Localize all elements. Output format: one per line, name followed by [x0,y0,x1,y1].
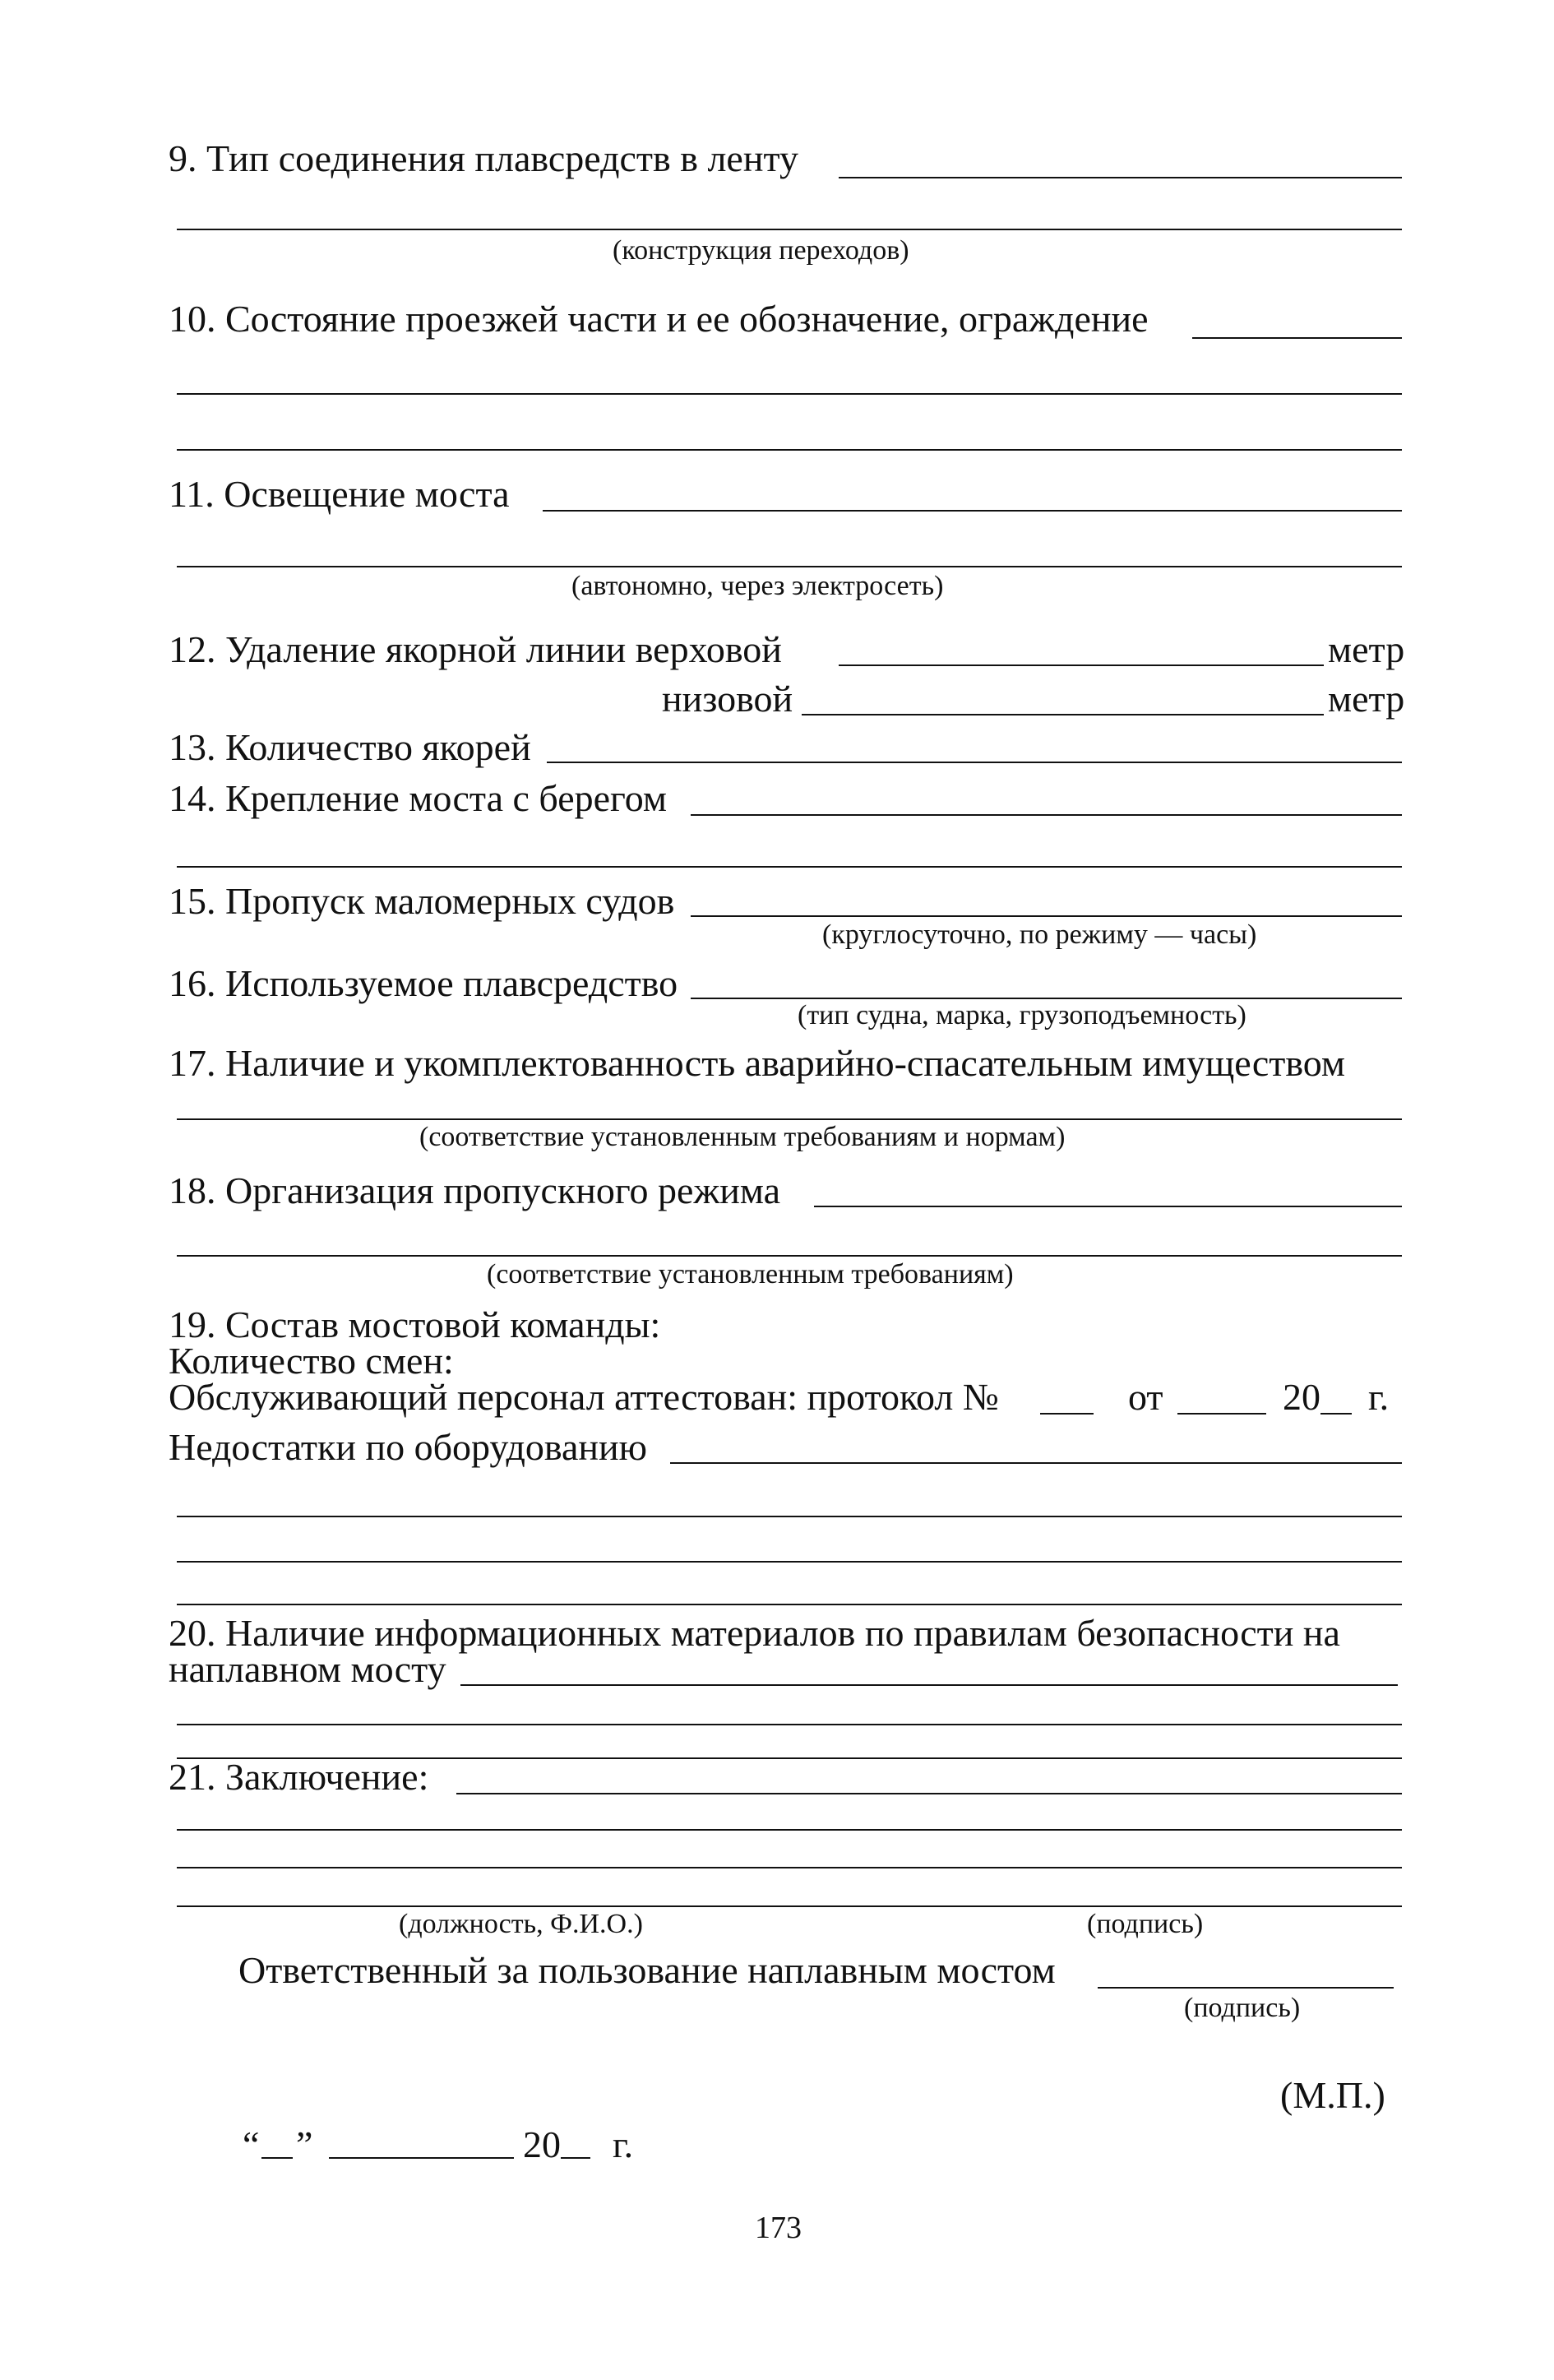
responsible-signature-field[interactable] [1098,1987,1394,1989]
item-14-field[interactable] [691,814,1402,816]
item-19-defects-field[interactable] [670,1462,1402,1464]
item-20-line-1: 20. Наличие информационных материалов по правилам безопасности на [169,1612,1340,1654]
date-year-suffix: г. [613,2123,634,2165]
item-17-caption: (соответствие установленным требованиям и нормам) [419,1122,1066,1152]
item-18-caption: (соответствие установленным требованиям) [487,1259,1014,1290]
item-18-field-2[interactable] [177,1255,1402,1257]
date-year-prefix: 20 [523,2123,561,2165]
item-11-label: 11. Освещение моста [169,473,510,515]
item-12-unit-lower: метр [1328,678,1405,720]
item-19-year-prefix: 20 [1283,1376,1320,1418]
conclusion-field[interactable] [456,1793,1402,1794]
item-10-field[interactable] [1192,337,1402,339]
item-17-label: 17. Наличие и укомплектованность аварийно-спасательным имуществом [169,1042,1346,1084]
item-12-upper-field[interactable] [839,664,1324,666]
item-19-from: от [1128,1376,1163,1418]
item-9-caption: (конструкция переходов) [613,235,909,266]
item-19-label: 19. Состав мостовой команды: [169,1303,661,1345]
item-10-field-3[interactable] [177,449,1402,451]
date-month-field[interactable] [329,2157,514,2159]
item-19-defects-field-3[interactable] [177,1561,1402,1563]
item-12-label: 12. Удаление якорной линии верховой [169,628,782,670]
protocol-date-field[interactable] [1177,1413,1266,1415]
date-quote-open: “ [243,2123,260,2165]
position-name-caption: (должность, Ф.И.О.) [399,1909,643,1939]
conclusion-field-3[interactable] [177,1867,1402,1868]
item-20-field[interactable] [460,1684,1398,1686]
date-quote-close: ” [296,2123,313,2165]
responsible-signature-caption: (подпись) [1184,1993,1301,2023]
item-19-defects: Недостатки по оборудованию [169,1426,648,1468]
item-20-line-2: наплавном мосту [169,1648,446,1690]
item-19-defects-field-2[interactable] [177,1516,1402,1517]
item-12-sub-label: низовой [662,678,793,720]
item-11-field[interactable] [543,510,1402,512]
page-number: 173 [755,2211,802,2245]
item-9-label: 9. Тип соединения плавсредств в ленту [169,137,798,179]
item-19-year-suffix: г. [1368,1376,1390,1418]
signature-line[interactable] [177,1905,1402,1907]
item-16-field[interactable] [691,998,1402,999]
responsible-label: Ответственный за пользование наплавным мостом [238,1949,1056,1991]
date-year-field[interactable] [561,2157,590,2159]
item-11-caption: (автономно, через электросеть) [571,571,944,601]
item-14-label: 14. Крепление моста с берегом [169,777,667,819]
item-19-staff-label: Обслуживающий персонал аттестован: протокол № [169,1376,999,1418]
item-13-label: 13. Количество якорей [169,726,531,768]
item-17-field[interactable] [177,1118,1402,1120]
date-day-field[interactable] [261,2157,293,2159]
protocol-year-field[interactable] [1320,1413,1352,1415]
item-9-field-2[interactable] [177,229,1402,230]
item-18-field[interactable] [814,1206,1402,1207]
signature-caption: (подпись) [1087,1909,1204,1939]
protocol-number-field[interactable] [1040,1413,1094,1415]
item-12-lower-field[interactable] [802,714,1324,715]
item-21-label: 21. Заключение: [169,1756,429,1798]
item-13-field[interactable] [547,762,1402,763]
item-16-caption: (тип судна, марка, грузоподъемность) [798,1000,1246,1030]
item-10-field-2[interactable] [177,393,1402,395]
item-14-field-2[interactable] [177,866,1402,868]
item-16-label: 16. Используемое плавсредство [169,962,678,1004]
item-15-label: 15. Пропуск маломерных судов [169,880,675,922]
item-12-unit-upper: метр [1328,628,1405,670]
item-9-field[interactable] [839,177,1402,178]
conclusion-field-2[interactable] [177,1829,1402,1831]
item-20-field-2[interactable] [177,1724,1402,1725]
seal-placeholder: (М.П.) [1280,2074,1385,2116]
item-18-label: 18. Организация пропускного режима [169,1169,781,1211]
item-11-field-2[interactable] [177,566,1402,567]
item-19-shifts: Количество смен: [169,1340,454,1382]
item-10-label: 10. Состояние проезжей части и ее обозначение, ограждение [169,298,1149,340]
item-15-field[interactable] [691,915,1402,917]
item-19-defects-field-4[interactable] [177,1604,1402,1605]
item-15-caption: (круглосуточно, по режиму — часы) [822,919,1257,950]
